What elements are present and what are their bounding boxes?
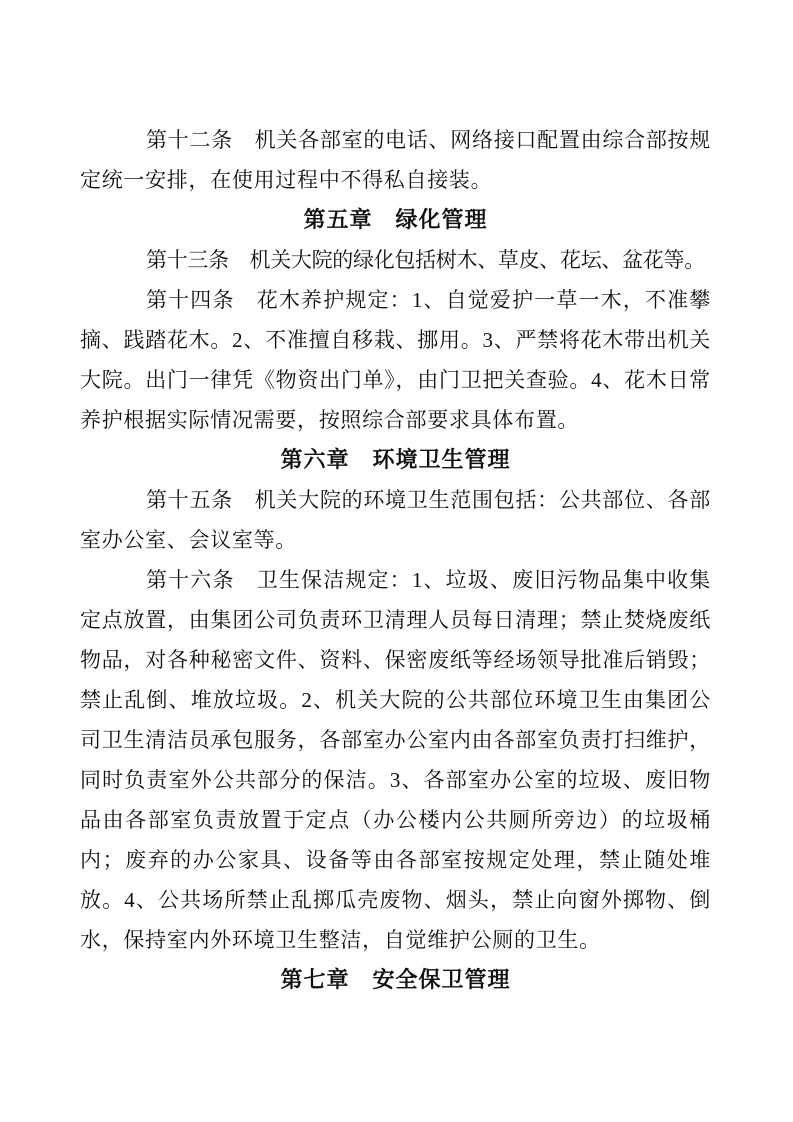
- paragraph-article-13: 第十三条 机关大院的绿化包括树木、草皮、花坛、盆花等。: [146, 248, 705, 272]
- paragraph-article-15: 第十五条 机关大院的环境卫生范围包括：公共部位、各部室办公室、会议室等。: [80, 488, 711, 552]
- paragraph-article-14: 第十四条 花木养护规定：1、自觉爱护一草一木，不准攀摘、践踏花木。2、不准擅自移栽、挪用。3、严禁将花木带出机关大院。出门一律凭《物资出门单》，由门卫把关查验。4、花木日常养护根据实际情况需要，按照综合部要求具体布置。: [80, 288, 711, 432]
- heading-chapter-7-security-management: 第七章 安全保卫管理: [280, 967, 511, 992]
- heading-chapter-6-environmental-sanitation-management: 第六章 环境卫生管理: [280, 447, 511, 472]
- paragraph-article-16: 第十六条 卫生保洁规定：1、垃圾、废旧污物品集中收集定点放置，由集团公司负责环卫清理人员每日清理；禁止焚烧废纸物品，对各种秘密文件、资料、保密废纸等经场领导批准后销毁；禁止乱倒、堆放垃圾。2、机关大院的公共部位环境卫生由集团公司卫生清洁员承包服务，各部室办公室内由各部室负责打扫维护，同时负责室外公共部分的保洁。3、各部室办公室的垃圾、废旧物品由各部室负责放置于定点（办公楼内公共厕所旁边）的垃圾桶内；废弃的办公家具、设备等由各部室按规定处理，禁止随处堆放。4、公共场所禁止乱掷瓜壳废物、烟头，禁止向窗外掷物、倒水，保持室内外环境卫生整洁，自觉维护公厕的卫生。: [80, 568, 711, 952]
- heading-chapter-5-greening-management: 第五章 绿化管理: [303, 207, 488, 232]
- paragraph-article-12: 第十二条 机关各部室的电话、网络接口配置由综合部按规定统一安排，在使用过程中不得私自接装。: [80, 128, 711, 192]
